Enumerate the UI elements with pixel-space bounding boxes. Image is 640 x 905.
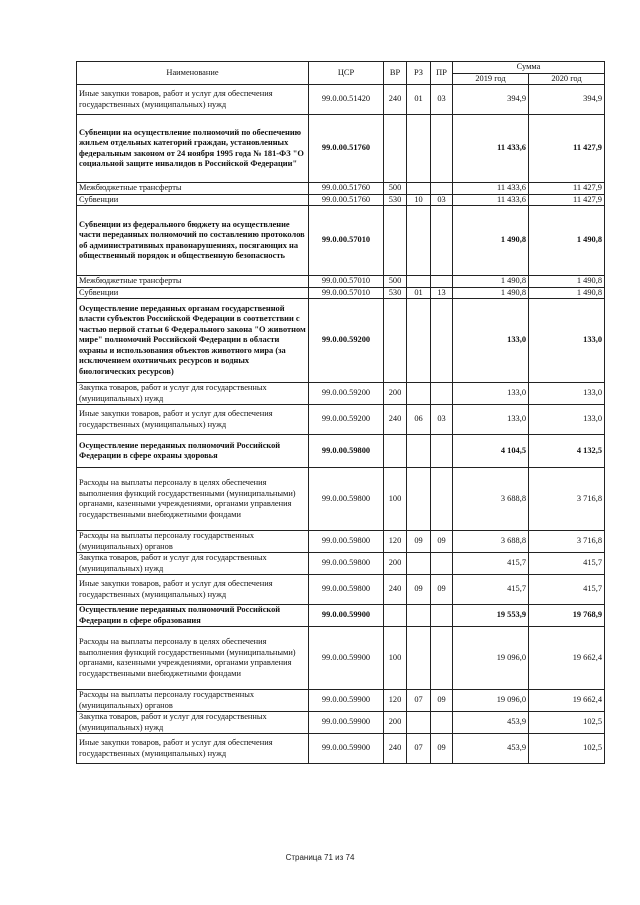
budget-table [76, 61, 605, 764]
table-cell-vr: 240 [384, 405, 407, 435]
table-cell-rz [407, 299, 431, 383]
table-cell-csr: 99.0.00.57010 [309, 206, 384, 276]
table-cell-name: Закупка товаров, работ и услуг для государственных (муниципальных) нужд [77, 553, 309, 575]
table-cell-rz: 07 [407, 690, 431, 712]
table-cell-pr: 03 [431, 85, 453, 115]
table-cell-name: Иные закупки товаров, работ и услуг для обеспечения государственных (муниципальных) нужд [77, 734, 309, 764]
table-cell-rz [407, 383, 431, 405]
table-cell-pr [431, 183, 453, 195]
table-cell-pr: 09 [431, 575, 453, 605]
table-cell-sum-2020: 415,7 [529, 553, 605, 575]
table-cell-vr [384, 435, 407, 468]
header-vr: ВР [384, 62, 407, 85]
table-cell-vr [384, 299, 407, 383]
table-row [77, 690, 605, 712]
table-cell-sum-2020: 19 662,4 [529, 627, 605, 690]
table-cell-sum-2020: 11 427,9 [529, 115, 605, 183]
table-cell-pr [431, 627, 453, 690]
table-cell-sum-2019: 3 688,8 [453, 468, 529, 531]
table-cell-rz: 01 [407, 85, 431, 115]
table-cell-vr: 530 [384, 287, 407, 299]
table-cell-csr: 99.0.00.59800 [309, 575, 384, 605]
table-cell-vr: 200 [384, 712, 407, 734]
table-cell-vr: 120 [384, 690, 407, 712]
table-row [77, 435, 605, 468]
table-cell-name: Иные закупки товаров, работ и услуг для обеспечения государственных (муниципальных) нужд [77, 405, 309, 435]
table-cell-vr [384, 115, 407, 183]
table-cell-rz: 07 [407, 734, 431, 764]
table-cell-csr: 99.0.00.59900 [309, 627, 384, 690]
table-cell-csr: 99.0.00.59800 [309, 468, 384, 531]
table-cell-name: Субвенции [77, 194, 309, 206]
header-year-2020: 2020 год [529, 73, 605, 85]
header-name: Наименование [77, 62, 309, 85]
table-cell-pr [431, 605, 453, 627]
table-cell-csr: 99.0.00.59800 [309, 435, 384, 468]
table-cell-pr: 13 [431, 287, 453, 299]
table-row [77, 531, 605, 553]
table-row [77, 276, 605, 288]
table-cell-pr [431, 468, 453, 531]
table-cell-sum-2020: 3 716,8 [529, 531, 605, 553]
table-cell-sum-2019: 453,9 [453, 734, 529, 764]
table-cell-csr: 99.0.00.59900 [309, 690, 384, 712]
table-row [77, 575, 605, 605]
table-cell-csr: 99.0.00.59200 [309, 383, 384, 405]
table-cell-rz: 09 [407, 531, 431, 553]
table-cell-pr: 03 [431, 405, 453, 435]
table-cell-csr: 99.0.00.51760 [309, 115, 384, 183]
table-cell-name: Межбюджетные трансферты [77, 183, 309, 195]
table-row [77, 85, 605, 115]
table-cell-sum-2019: 415,7 [453, 553, 529, 575]
table-row [77, 468, 605, 531]
table-row [77, 627, 605, 690]
table-cell-pr: 09 [431, 690, 453, 712]
table-cell-sum-2019: 394,9 [453, 85, 529, 115]
table-cell-vr: 100 [384, 627, 407, 690]
table-row [77, 206, 605, 276]
table-cell-csr: 99.0.00.51760 [309, 194, 384, 206]
table-cell-sum-2019: 133,0 [453, 405, 529, 435]
table-row [77, 115, 605, 183]
page-number: Страница 71 из 74 [285, 853, 355, 862]
table-cell-rz [407, 183, 431, 195]
table-row [77, 183, 605, 195]
table-cell-pr [431, 299, 453, 383]
header-sum: Сумма [453, 62, 605, 74]
table-cell-sum-2020: 1 490,8 [529, 287, 605, 299]
table-cell-sum-2020: 3 716,8 [529, 468, 605, 531]
table-row [77, 299, 605, 383]
header-rz: РЗ [407, 62, 431, 85]
header-year-2019: 2019 год [453, 73, 529, 85]
table-cell-name: Субвенции на осуществление полномочий по обеспечению жильем отдельных категорий граждан, установленных федеральным законом от 24 ноября 1995 года № 181-ФЗ "О социальной защите инвалидов в Российской Федерации" [77, 115, 309, 183]
table-cell-csr: 99.0.00.59800 [309, 531, 384, 553]
table-cell-vr: 500 [384, 183, 407, 195]
table-cell-rz [407, 206, 431, 276]
table-cell-sum-2019: 1 490,8 [453, 287, 529, 299]
table-cell-vr: 240 [384, 85, 407, 115]
table-cell-vr [384, 206, 407, 276]
table-cell-sum-2019: 4 104,5 [453, 435, 529, 468]
table-cell-name: Субвенции из федерального бюджету на осуществление части переданных полномочий по составлению протоколов об административных правонарушениях, посягающих на общественный порядок и общественную безопасность [77, 206, 309, 276]
table-cell-csr: 99.0.00.59900 [309, 734, 384, 764]
table-cell-sum-2019: 19 096,0 [453, 627, 529, 690]
table-cell-sum-2020: 1 490,8 [529, 276, 605, 288]
table-cell-sum-2019: 3 688,8 [453, 531, 529, 553]
header-pr: ПР [431, 62, 453, 85]
table-row [77, 383, 605, 405]
table-cell-name: Расходы на выплаты персоналу в целях обеспечения выполнения функций государственными (муниципальными) органами, казенными учреждениями, органами управления государственными внебюджетными фондами [77, 468, 309, 531]
table-cell-rz [407, 468, 431, 531]
table-cell-pr: 09 [431, 734, 453, 764]
table-cell-sum-2020: 102,5 [529, 734, 605, 764]
table-cell-rz: 06 [407, 405, 431, 435]
table-cell-csr: 99.0.00.59800 [309, 553, 384, 575]
table-cell-vr: 200 [384, 383, 407, 405]
header-csr: ЦСР [309, 62, 384, 85]
table-cell-sum-2020: 11 427,9 [529, 183, 605, 195]
table-cell-sum-2020: 4 132,5 [529, 435, 605, 468]
table-cell-vr: 240 [384, 734, 407, 764]
table-cell-sum-2020: 102,5 [529, 712, 605, 734]
table-cell-vr: 200 [384, 553, 407, 575]
table-cell-name: Закупка товаров, работ и услуг для государственных (муниципальных) нужд [77, 712, 309, 734]
table-cell-pr [431, 276, 453, 288]
table-cell-vr [384, 605, 407, 627]
table-cell-name: Расходы на выплаты персоналу в целях обеспечения выполнения функций государственными (муниципальными) органами, казенными учреждениями, органами управления государственными внебюджетными фондами [77, 627, 309, 690]
table-cell-name: Осуществление переданных полномочий Российской Федерации в сфере охраны здоровья [77, 435, 309, 468]
table-cell-rz: 01 [407, 287, 431, 299]
table-cell-rz [407, 115, 431, 183]
table-cell-pr [431, 712, 453, 734]
table-cell-pr: 09 [431, 531, 453, 553]
table-cell-csr: 99.0.00.57010 [309, 276, 384, 288]
table-cell-sum-2019: 19 096,0 [453, 690, 529, 712]
table-cell-rz [407, 553, 431, 575]
table-cell-rz [407, 627, 431, 690]
table-cell-pr [431, 206, 453, 276]
table-cell-sum-2019: 11 433,6 [453, 194, 529, 206]
table-cell-rz: 10 [407, 194, 431, 206]
table-cell-name: Закупка товаров, работ и услуг для государственных (муниципальных) нужд [77, 383, 309, 405]
table-row [77, 605, 605, 627]
table-cell-name: Межбюджетные трансферты [77, 276, 309, 288]
table-cell-sum-2020: 1 490,8 [529, 206, 605, 276]
table-cell-sum-2019: 1 490,8 [453, 206, 529, 276]
table-cell-vr: 530 [384, 194, 407, 206]
table-cell-pr [431, 115, 453, 183]
table-cell-sum-2020: 11 427,9 [529, 194, 605, 206]
table-row [77, 553, 605, 575]
table-body [77, 85, 605, 764]
table-cell-name: Иные закупки товаров, работ и услуг для обеспечения государственных (муниципальных) нужд [77, 575, 309, 605]
table-cell-csr: 99.0.00.57010 [309, 287, 384, 299]
table-header [77, 62, 605, 85]
table-cell-vr: 100 [384, 468, 407, 531]
table-row [77, 734, 605, 764]
table-row [77, 405, 605, 435]
table-cell-name: Иные закупки товаров, работ и услуг для обеспечения государственных (муниципальных) нужд [77, 85, 309, 115]
table-cell-vr: 120 [384, 531, 407, 553]
table-row [77, 287, 605, 299]
table-cell-sum-2019: 453,9 [453, 712, 529, 734]
table-cell-csr: 99.0.00.51420 [309, 85, 384, 115]
table-cell-sum-2019: 133,0 [453, 383, 529, 405]
table-cell-sum-2019: 19 553,9 [453, 605, 529, 627]
table-cell-sum-2019: 415,7 [453, 575, 529, 605]
table-cell-csr: 99.0.00.59200 [309, 405, 384, 435]
table-cell-pr: 03 [431, 194, 453, 206]
table-cell-sum-2020: 394,9 [529, 85, 605, 115]
table-cell-sum-2019: 133,0 [453, 299, 529, 383]
table-cell-csr: 99.0.00.59900 [309, 712, 384, 734]
table-cell-name: Расходы на выплаты персоналу государственных (муниципальных) органов [77, 531, 309, 553]
table-cell-name: Осуществление переданных полномочий Российской Федерации в сфере образования [77, 605, 309, 627]
table-cell-rz [407, 435, 431, 468]
table-row [77, 712, 605, 734]
table-cell-csr: 99.0.00.59900 [309, 605, 384, 627]
table-cell-name: Расходы на выплаты персоналу государственных (муниципальных) органов [77, 690, 309, 712]
table-cell-rz [407, 605, 431, 627]
table-cell-vr: 240 [384, 575, 407, 605]
table-cell-sum-2020: 19 662,4 [529, 690, 605, 712]
table-cell-rz [407, 276, 431, 288]
table-cell-sum-2020: 133,0 [529, 299, 605, 383]
table-cell-sum-2019: 11 433,6 [453, 115, 529, 183]
table-cell-rz: 09 [407, 575, 431, 605]
table-cell-rz [407, 712, 431, 734]
table-cell-sum-2020: 133,0 [529, 383, 605, 405]
table-cell-sum-2020: 415,7 [529, 575, 605, 605]
table-cell-sum-2020: 133,0 [529, 405, 605, 435]
table-cell-name: Осуществление переданных органам государственной власти субъектов Российской Федерации в соответствии с частью первой статьи 6 Федерального закона "О животном мире" полномочий Российской Федерации в области охраны и использования объектов животного мира (за исключением охотничьих ресурсов и водных биологических ресурсов) [77, 299, 309, 383]
table-cell-vr: 500 [384, 276, 407, 288]
table-cell-sum-2019: 11 433,6 [453, 183, 529, 195]
table-cell-csr: 99.0.00.59200 [309, 299, 384, 383]
table-cell-name: Субвенции [77, 287, 309, 299]
table-cell-pr [431, 383, 453, 405]
table-cell-pr [431, 553, 453, 575]
table-cell-pr [431, 435, 453, 468]
table-row [77, 194, 605, 206]
table-cell-sum-2019: 1 490,8 [453, 276, 529, 288]
table-cell-csr: 99.0.00.51760 [309, 183, 384, 195]
table-cell-sum-2020: 19 768,9 [529, 605, 605, 627]
